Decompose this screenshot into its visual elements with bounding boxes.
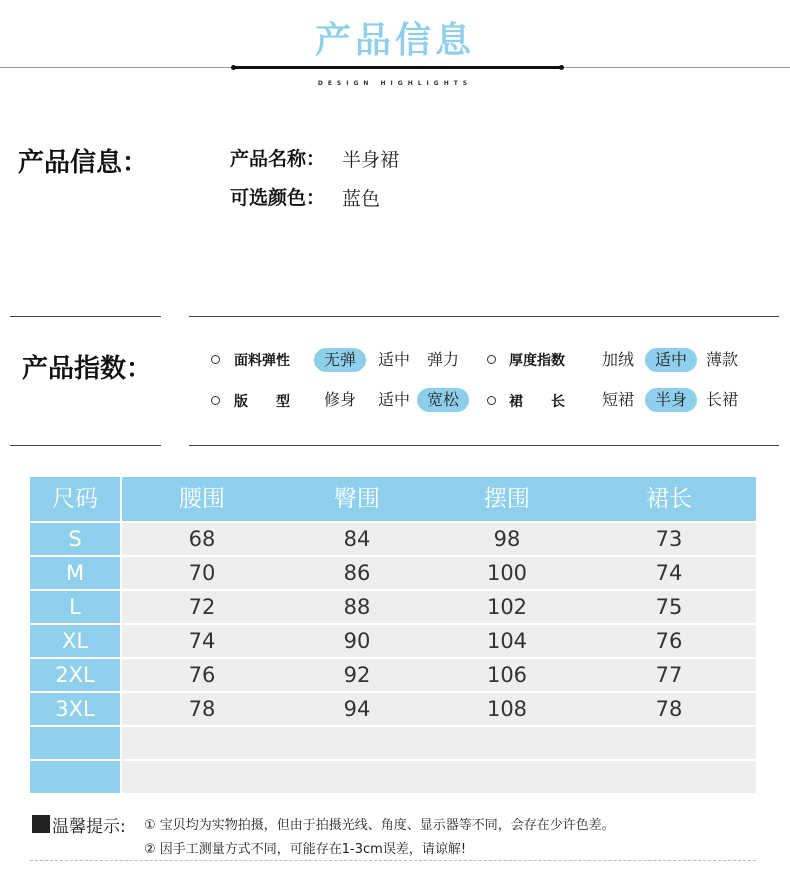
fit-bullet-icon — [211, 396, 220, 405]
size-cell: XL — [30, 625, 120, 657]
table-row — [30, 591, 756, 625]
length-option-half: 半身 — [645, 388, 697, 412]
table-cell — [582, 761, 756, 793]
product-info-heading: 产品信息： — [18, 148, 149, 178]
size-table — [30, 477, 756, 795]
thickness-label: 厚度指数 — [509, 353, 565, 369]
header-dot-left — [231, 65, 236, 70]
size-cell: M — [30, 557, 120, 589]
size-cell — [30, 761, 120, 793]
elasticity-bullet-icon — [211, 355, 220, 364]
table-cell — [282, 727, 432, 759]
product-name-label: 产品名称： — [230, 148, 326, 170]
fit-option-slim: 修身 — [323, 390, 356, 409]
table-cell: 92 — [282, 659, 432, 691]
elasticity-option-medium: 适中 — [377, 350, 410, 369]
fit-label: 版 型 — [234, 394, 290, 410]
table-cell — [582, 727, 756, 759]
table-cell: 75 — [582, 591, 756, 623]
table-cell: 76 — [122, 659, 282, 691]
thickness-option-fleece: 加绒 — [601, 350, 634, 369]
table-cell: 70 — [122, 557, 282, 589]
color-value: 蓝色 — [342, 188, 381, 210]
size-cell: 3XL — [30, 693, 120, 725]
header-dot-right — [559, 65, 564, 70]
thickness-option-medium: 适中 — [645, 348, 697, 372]
table-cell: 76 — [582, 625, 756, 657]
size-cell: S — [30, 523, 120, 555]
header-cell-size: 尺码 — [30, 477, 120, 521]
table-row — [30, 625, 756, 659]
table-cell: 100 — [432, 557, 582, 589]
table-row — [30, 761, 756, 795]
table-cell: 78 — [582, 693, 756, 725]
table-cell: 86 — [282, 557, 432, 589]
header-subtitle: DESIGN HIGHLIGHTS — [317, 80, 473, 87]
table-cell — [122, 761, 282, 793]
divider-right-bottom — [189, 445, 779, 446]
header-cell-length: 裙长 — [582, 477, 756, 521]
divider-left-top — [10, 316, 161, 317]
note-item-2: ② 因手工测量方式不同，可能存在1-3cm误差，请谅解! — [144, 842, 467, 857]
table-row — [30, 727, 756, 761]
size-cell — [30, 727, 120, 759]
size-cell: L — [30, 591, 120, 623]
note-footer-divider — [30, 860, 756, 861]
table-row — [30, 523, 756, 557]
table-cell: 90 — [282, 625, 432, 657]
header-cell-hip: 臀围 — [282, 477, 432, 521]
table-cell: 74 — [122, 625, 282, 657]
elasticity-label: 面料弹性 — [234, 353, 290, 369]
table-cell: 94 — [282, 693, 432, 725]
table-cell: 98 — [432, 523, 582, 555]
table-cell — [432, 761, 582, 793]
header-cell-hem: 摆围 — [432, 477, 582, 521]
table-cell: 106 — [432, 659, 582, 691]
table-cell: 104 — [432, 625, 582, 657]
table-body — [30, 523, 756, 795]
table-cell: 84 — [282, 523, 432, 555]
note-square-icon — [32, 815, 50, 833]
table-row — [30, 557, 756, 591]
fit-option-loose: 宽松 — [417, 388, 469, 412]
table-cell: 72 — [122, 591, 282, 623]
divider-right-top — [189, 316, 779, 317]
table-cell — [122, 727, 282, 759]
color-label: 可选颜色： — [230, 187, 326, 209]
elasticity-option-stretch: 弹力 — [426, 350, 459, 369]
page-title: 产品信息 — [314, 20, 475, 61]
table-header-row — [30, 477, 756, 523]
note-title: 温馨提示: — [52, 817, 126, 837]
length-label: 裙 长 — [509, 394, 565, 410]
table-row — [30, 659, 756, 693]
table-cell: 108 — [432, 693, 582, 725]
table-cell — [282, 761, 432, 793]
table-cell: 74 — [582, 557, 756, 589]
thickness-option-thin: 薄款 — [705, 350, 738, 369]
table-row — [30, 693, 756, 727]
table-cell: 68 — [122, 523, 282, 555]
thickness-bullet-icon — [487, 355, 496, 364]
product-index-heading: 产品指数： — [22, 354, 153, 384]
length-option-short: 短裙 — [601, 390, 634, 409]
elasticity-option-none: 无弹 — [314, 348, 366, 372]
fit-option-medium: 适中 — [377, 390, 410, 409]
length-option-long: 长裙 — [705, 390, 738, 409]
note-item-1: ① 宝贝均为实物拍摄，但由于拍摄光线、角度、显示器等不同，会存在少许色差。 — [144, 818, 615, 833]
length-bullet-icon — [487, 396, 496, 405]
size-cell: 2XL — [30, 659, 120, 691]
product-name-value: 半身裙 — [342, 149, 400, 171]
table-cell: 73 — [582, 523, 756, 555]
table-cell: 77 — [582, 659, 756, 691]
table-cell: 78 — [122, 693, 282, 725]
table-cell: 102 — [432, 591, 582, 623]
table-cell — [432, 727, 582, 759]
header-cell-waist: 腰围 — [122, 477, 282, 521]
divider-left-bottom — [10, 445, 161, 446]
header-accent-bar — [234, 66, 562, 69]
table-cell: 88 — [282, 591, 432, 623]
